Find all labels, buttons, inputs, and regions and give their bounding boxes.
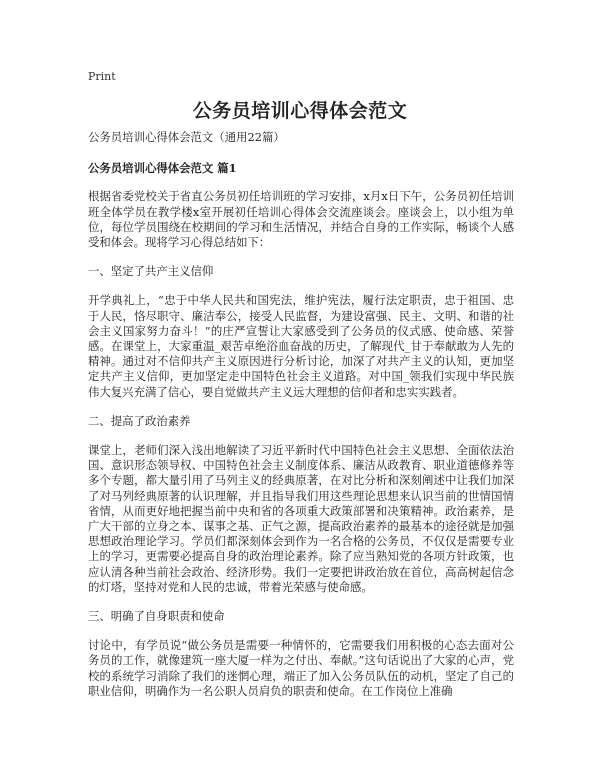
document-title: 公务员培训心得体会范文 [192,100,408,122]
section-heading-1: 一、坚定了共产主义信仰 [88,264,214,279]
chapter-heading: 公务员培训心得体会范文 篇1 [88,161,237,176]
document-subtitle: 公务员培训心得体会范文（通用22篇） [88,130,285,144]
section-heading-3: 三、明确了自身职责和使命 [88,609,225,624]
print-link[interactable]: Print [88,70,116,83]
section-body-3: 讨论中，有学员说“做公务员是需要一种情怀的，它需要我们用积极的心态去面对公务员的工作，就像建筑一座大厦一样为之付出、奉献。”这句话说出了大家的心声，党校的系统学习消除了我们的迷惘心理，端正了加入公务员队伍的动机，坚定了自己的职业信仰，明确作为一名公职人员肩负的职责和使命。在工作岗位上准确 [88,638,514,698]
section-body-2: 课堂上，老师们深入浅出地解读了习近平新时代中国特色社会主义思想、全面依法治国、意识形态领导权、中国特色社会主义制度体系、廉洁从政教育、职业道德修养等多个专题，都大量引用了马列主义的经典原著，在对比分析和深刻阐述中让我们加深了对马列经典原著的认识理解，并且指导我们用这些理论思想来认识当前的世情国情省情，从而更好地把握当前中央和省的各项重大政策部署和决策精神。政治素养，是广大干部的立身之本、谋事之基、正气之源，提高政治素养的最基本的途径就是加强思想政治理论学习。学员们都深刻体会到作为一名合格的公务员，不仅仅是需要专业上的学习，更需要必提高自身的政治理论素养。除了应当熟知党的各项方针政策，也应认清各种当前社会政治、经济形势。我们一定要把讲政治放在首位，高高树起信念的灯塔，坚持对党和人民的忠诚，带着光荣感与使命感。 [88,443,514,594]
section-body-1: 开学典礼上，“忠于中华人民共和国宪法，维护宪法，履行法定职责，忠于祖国、忠于人民，恪尽职守、廉洁奉公，接受人民监督，为建设富强、民主、文明、和谐的社会主义国家努力奋斗！”的庄严宣誓让大家感受到了公务员的仪式感、使命感、荣誉感。在课堂上，大家重温_艰苦卓绝浴血奋战的历史，了解现代_甘于奉献敢为人先的精神。通过对不信仰共产主义原因进行分析讨论，加深了对共产主义的认知，更加坚定共产主义信仰，更加坚定走中国特色社会主义道路。对中国_领我们实现中华民族伟大复兴充满了信心，要自觉做共产主义远大理想的信仰者和忠实实践者。 [88,293,514,399]
intro-paragraph: 根据省委党校关于省直公务员初任培训班的学习安排，x月x日下午，公务员初任培训班全体学员在教学楼x室开展初任培训心得体会交流座谈会。座谈会上，以小组为单位，每位学员围绕在校期间的学习和生活情况，并结合自身的工作实际，畅谈个人感受和体会。现将学习心得总结如下： [88,189,514,250]
section-heading-2: 二、提高了政治素养 [88,413,191,428]
document-body [88,130,514,713]
